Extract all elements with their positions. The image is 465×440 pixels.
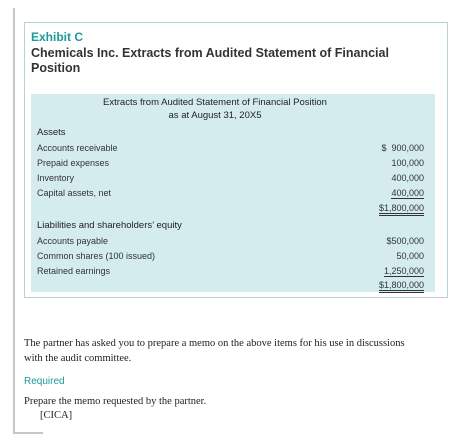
liability-row-amount: 1,250,000 <box>383 266 424 276</box>
source-citation: [CICA] <box>40 410 73 421</box>
asset-row-amount: 100,000 <box>391 158 424 168</box>
statement-title-line2: as at August 31, 20X5 <box>168 110 262 121</box>
statement-title <box>31 96 339 122</box>
asset-row-amount: 400,000 <box>391 188 424 198</box>
liability-row-label: Accounts payable <box>37 236 109 246</box>
statement-title-line1: Extracts from Audited Statement of Financial Position <box>103 97 327 108</box>
asset-row-amount: 400,000 <box>391 173 424 183</box>
asset-row-label: Inventory <box>37 173 75 183</box>
page-frame-bottom-rule <box>13 432 43 434</box>
required-text: Prepare the memo requested by the partner. <box>24 396 207 407</box>
liabilities-total: $1,800,000 <box>379 280 424 293</box>
memo-paragraph-line1: The partner has asked you to prepare a memo on the above items for his use in discussions <box>24 338 405 349</box>
asset-row-label: Prepaid expenses <box>37 158 110 168</box>
exhibit-title: Chemicals Inc. Extracts from Audited Statement of Financial Position <box>31 46 389 75</box>
asset-row-label: Capital assets, net <box>37 188 112 198</box>
asset-row-label: Accounts receivable <box>37 143 118 153</box>
liability-row-amount: 50,000 <box>396 251 424 261</box>
liability-row-label: Common shares (100 issued) <box>37 251 156 261</box>
memo-paragraph <box>24 336 405 366</box>
liabilities-heading: Liabilities and shareholders’ equity <box>37 220 182 231</box>
assets-heading: Assets <box>37 127 66 138</box>
exhibit-label: Exhibit C <box>31 30 84 44</box>
liability-row-label: Retained earnings <box>37 266 111 276</box>
asset-row-amount: $ 900,000 <box>381 143 424 153</box>
memo-paragraph-line2: with the audit committee. <box>24 353 132 364</box>
required-label: Required <box>24 376 65 387</box>
page-frame-left-rule <box>13 8 15 434</box>
liability-row-amount: $500,000 <box>386 236 424 246</box>
assets-total: $1,800,000 <box>379 203 424 216</box>
